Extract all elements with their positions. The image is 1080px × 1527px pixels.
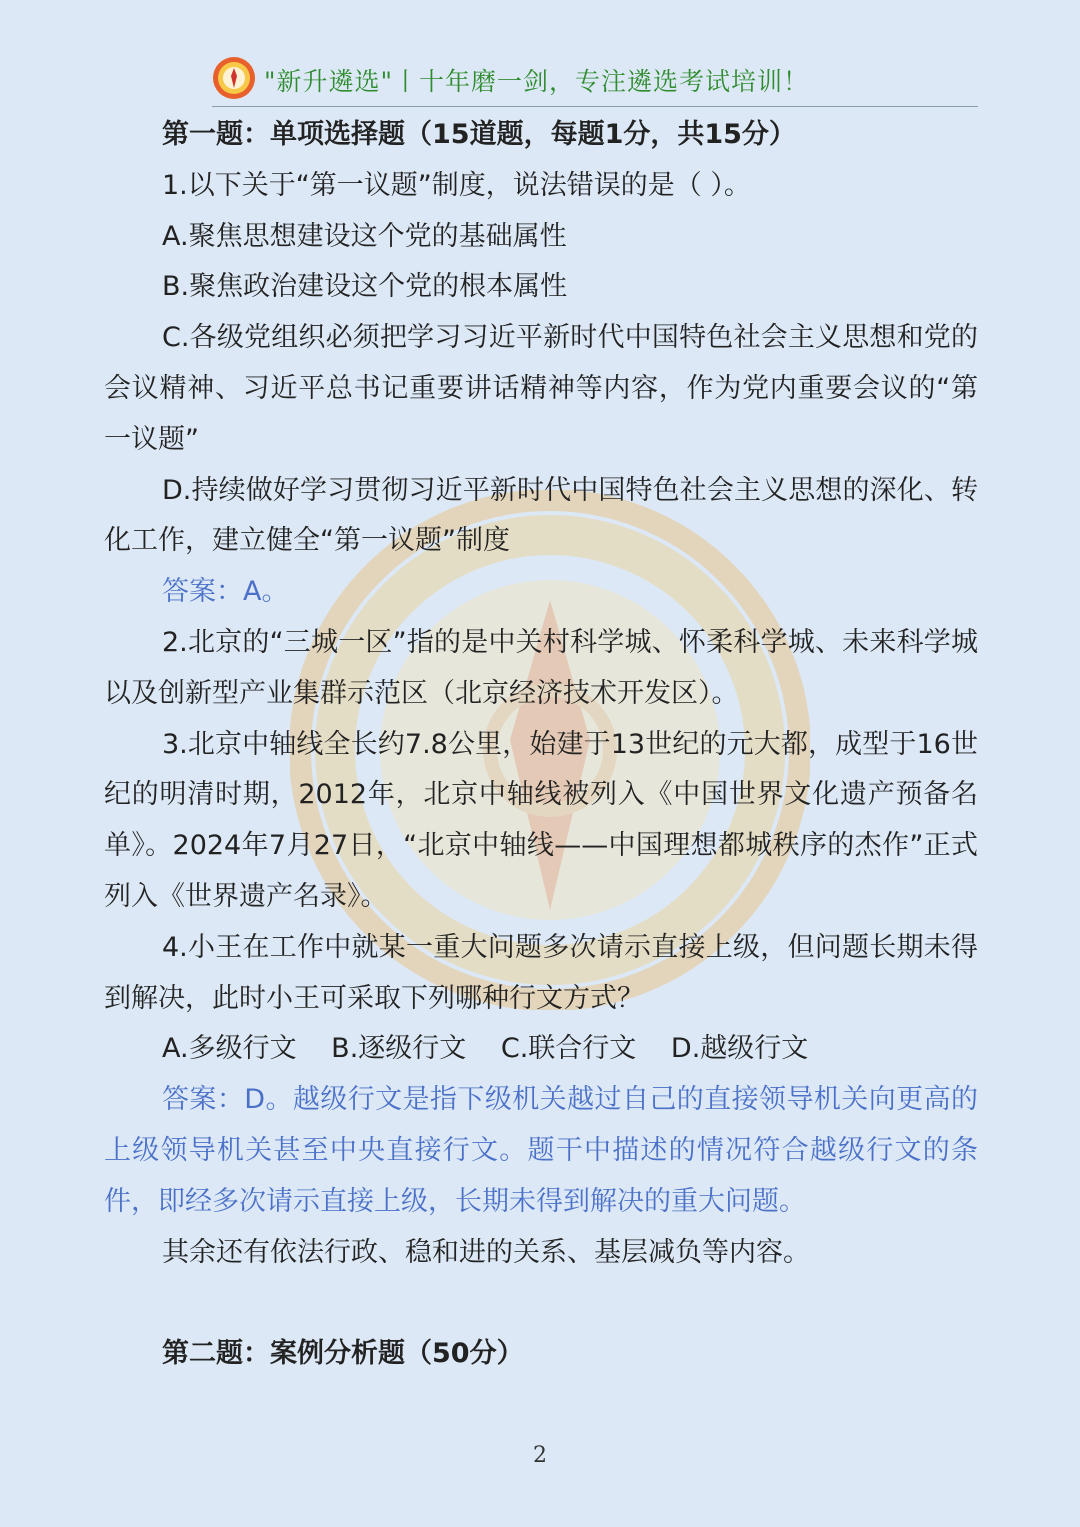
section-spacer (104, 1278, 978, 1329)
question-3-text: 3.北京中轴线全长约7.8公里，始建于13世纪的元大都，成型于16世纪的明清时期，2012年，北京中轴线被列入《中国世界文化遗产预备名单》。2024年7月27日，“北京中轴线——中国理想都城秩序的杰作”正式列入《世界遗产名录》。 (104, 728, 978, 912)
question-4-options (104, 1024, 978, 1075)
page-number: 2 (533, 1443, 547, 1468)
question-1-option-a: A.聚焦思想建设这个党的基础属性 (162, 220, 567, 252)
question-4-option-b: B.逐级行文 (331, 1033, 467, 1065)
question-2-text: 2.北京的“三城一区”指的是中关村科学城、怀柔科学城、未来科学城以及创新型产业集群示范区（北京经济技术开发区）。 (104, 626, 978, 709)
page-header (212, 54, 978, 107)
question-1-option-c: C.各级党组织必须把学习习近平新时代中国特色社会主义思想和党的会议精神、习近平总书记重要讲话精神等内容，作为党内重要会议的“第一议题” (104, 322, 978, 455)
header-slogan: "新升遴选"丨十年磨一剑，专注遴选考试培训！ (264, 67, 809, 96)
question-1-stem: 1.以下关于“第一议题”制度，说法错误的是（ ）。 (162, 169, 751, 201)
question-4-answer: 答案：D。越级行文是指下级机关越过自己的直接领导机关向更高的上级领导机关甚至中央直接行文。题干中描述的情况符合越级行文的条件，即经多次请示直接上级，长期未得到解决的重大问题。 (104, 1084, 978, 1217)
document-body (104, 110, 978, 1380)
question-1-answer: 答案：A。 (162, 576, 289, 608)
question-4-option-d: D.越级行文 (670, 1033, 809, 1065)
section-one-title: 第一题：单项选择题（15道题，每题1分，共15分） (162, 119, 796, 150)
section-two-title: 第二题：案例分析题（50分） (162, 1338, 524, 1370)
question-4-stem: 4.小王在工作中就某一重大问题多次请示直接上级，但问题长期未得到解决，此时小王可采取下列哪种行文方式？ (104, 931, 978, 1014)
question-4-option-a: A.多级行文 (162, 1033, 297, 1065)
question-1-option-b: B.聚焦政治建设这个党的根本属性 (162, 271, 568, 303)
remaining-topics-note: 其余还有依法行政、稳和进的关系、基层减负等内容。 (162, 1236, 810, 1268)
brand-logo-icon (212, 56, 256, 100)
question-1-option-d: D.持续做好学习贯彻习近平新时代中国特色社会主义思想的深化、转化工作，建立健全“第一议题”制度 (104, 474, 978, 557)
question-4-option-c: C.联合行文 (500, 1033, 637, 1065)
